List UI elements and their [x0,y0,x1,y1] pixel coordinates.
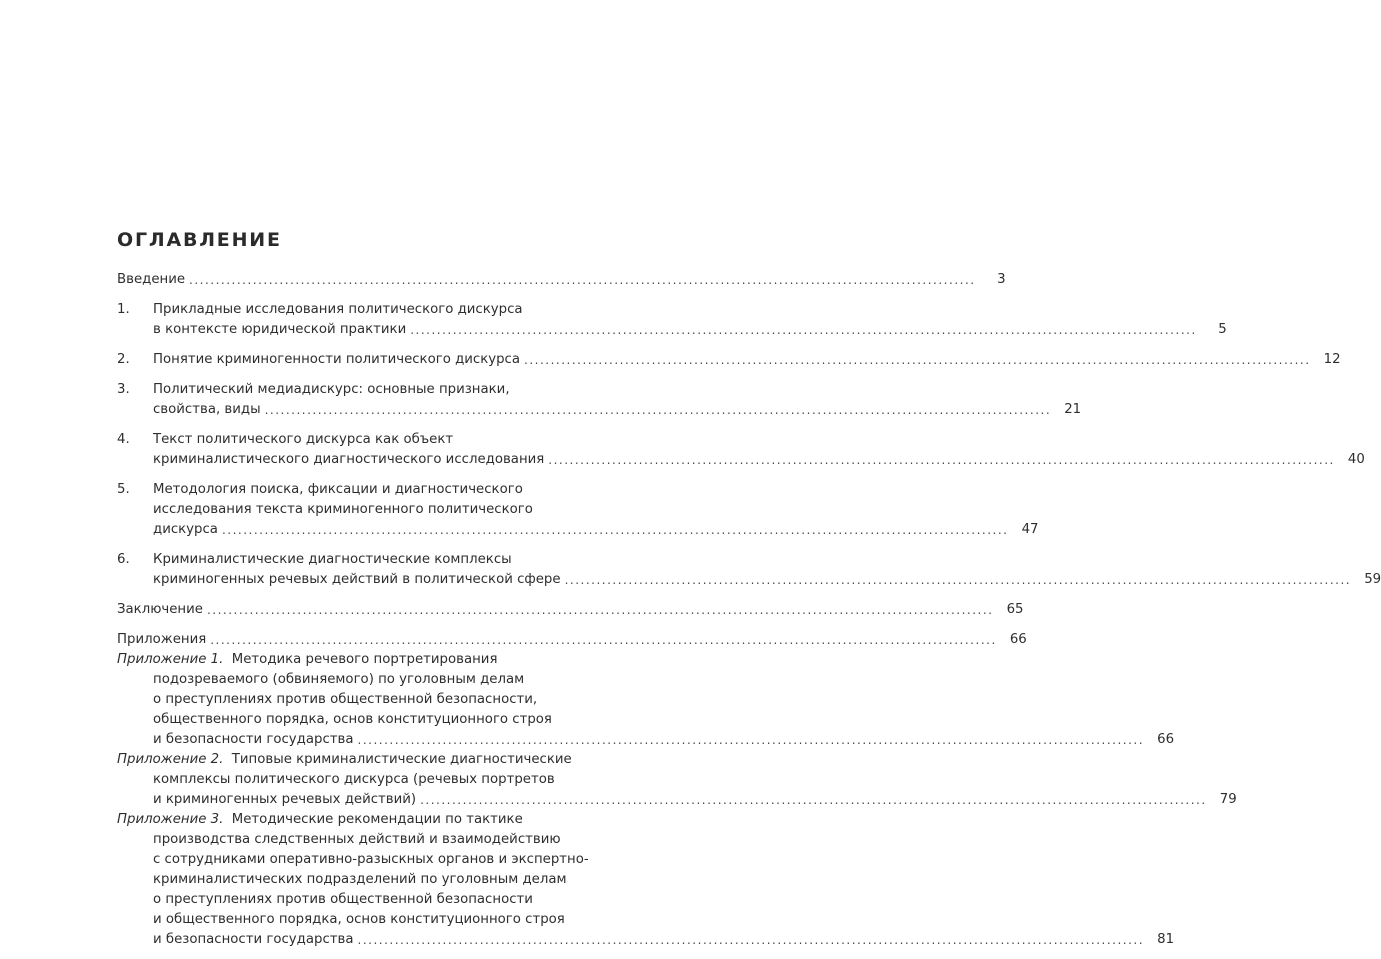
toc-entry-title-line: о преступлениях против общественной безопасности, [153,692,538,707]
toc-entry-title: Введение [117,272,186,287]
toc-entry-introduction[interactable] [117,270,1006,290]
toc-entry-chapter-1[interactable] [117,300,1227,340]
appendix-label: Приложение 1. [117,652,224,667]
toc-entry-title-line: комплексы политического дискурса (речевых портретов [153,772,555,787]
chapter-number: 3. [117,382,130,397]
toc-entry-title-line: Прикладные исследования политического дискурса [153,302,523,317]
dot-leader: .................................................................................................................................................... [264,403,1052,417]
toc-entry-title-line: Типовые криминалистические диагностические [231,752,572,767]
dot-leader: .................................................................................................................................................... [206,603,994,617]
dot-leader: .................................................................................................................................................... [189,273,976,287]
toc-entry-title-line: и безопасности государства [153,932,354,947]
toc-entry-title-line: и общественного порядка, основ конституционного строя [153,912,565,927]
dot-leader: .................................................................................................................................................... [221,523,1009,537]
dot-leader: .................................................................................................................................................... [548,453,1335,467]
toc-entry-title-line: свойства, виды [153,402,261,417]
page-number: 65 [1006,602,1024,617]
chapter-number: 5. [117,482,130,497]
page-number: 40 [1347,452,1365,467]
toc-entry-title-line: Методика речевого портретирования [231,652,498,667]
page-number: 5 [1218,322,1227,337]
toc-heading: ОГЛАВЛЕНИЕ [117,229,282,251]
chapter-number: 1. [117,302,130,317]
page-number: 81 [1157,932,1175,947]
toc-entry-appendix-1[interactable] [117,650,1175,750]
toc-entry-title-line: криминогенных речевых действий в политической сфере [153,572,561,587]
toc-entry-appendices[interactable] [117,630,1027,650]
toc-entry-appendix-3[interactable] [117,810,1175,950]
toc-entry-title-line: с сотрудниками оперативно-разыскных органов и экспертно- [153,852,589,867]
appendix-label: Приложение 3. [117,812,224,827]
toc-entry-title-line: криминалистических подразделений по уголовным делам [153,872,567,887]
toc-entry-title-line: подозреваемого (обвиняемого) по уголовным делам [153,672,525,687]
table-of-contents [117,270,1381,950]
toc-entry-title: Приложения [117,632,207,647]
chapter-number: 4. [117,432,130,447]
toc-entry-title-line: Политический медиадискурс: основные признаки, [153,382,510,397]
toc-entry-title-line: и безопасности государства [153,732,354,747]
toc-entry-title-line: общественного порядка, основ конституционного строя [153,712,552,727]
toc-entry-title-line: производства следственных действий и взаимодействию [153,832,561,847]
toc-entry-chapter-4[interactable] [117,430,1365,470]
toc-entry-chapter-5[interactable] [117,480,1039,540]
toc-entry-title-line: Текст политического дискурса как объект [153,432,454,447]
page-number: 66 [1157,732,1175,747]
dot-leader: .................................................................................................................................................... [524,353,1311,367]
toc-entry-chapter-2[interactable] [117,350,1341,370]
toc-entry-title-line: Криминалистические диагностические комплексы [153,552,512,567]
toc-entry-title-line: о преступлениях против общественной безопасности [153,892,533,907]
toc-entry-title-line: Понятие криминогенности политического дискурса [153,352,521,367]
dot-leader: .................................................................................................................................................... [564,573,1352,587]
chapter-number: 2. [117,352,130,367]
toc-entry-title-line: криминалистического диагностического исследования [153,452,545,467]
toc-entry-title-line: и криминогенных речевых действий) [153,792,417,807]
toc-entry-title-line: исследования текста криминогенного политического [153,502,533,517]
toc-entry-title-line: Методология поиска, фиксации и диагностического [153,482,523,497]
page-number: 47 [1021,522,1039,537]
toc-entry-appendix-2[interactable] [117,750,1237,810]
toc-entry-title-line: дискурса [153,522,218,537]
toc-entry-chapter-3[interactable] [117,380,1082,420]
page-number: 66 [1009,632,1027,647]
page-number: 79 [1219,792,1237,807]
page-number: 59 [1364,572,1381,587]
toc-entry-title-line: в контексте юридической практики [153,322,407,337]
toc-entry-chapter-6[interactable] [117,550,1381,590]
page-number: 3 [997,272,1006,287]
page-number: 12 [1323,352,1341,367]
page-number: 21 [1064,402,1082,417]
dot-leader: .................................................................................................................................................... [410,323,1197,337]
dot-leader: .................................................................................................................................................... [420,793,1207,807]
appendix-label: Приложение 2. [117,752,224,767]
chapter-number: 6. [117,552,130,567]
toc-entry-conclusion[interactable] [117,600,1024,620]
dot-leader: .................................................................................................................................................... [210,633,997,647]
dot-leader: .................................................................................................................................................... [357,733,1145,747]
dot-leader: .................................................................................................................................................... [357,933,1145,947]
toc-entry-title-line: Методические рекомендации по тактике [231,812,523,827]
toc-entry-title: Заключение [117,602,203,617]
